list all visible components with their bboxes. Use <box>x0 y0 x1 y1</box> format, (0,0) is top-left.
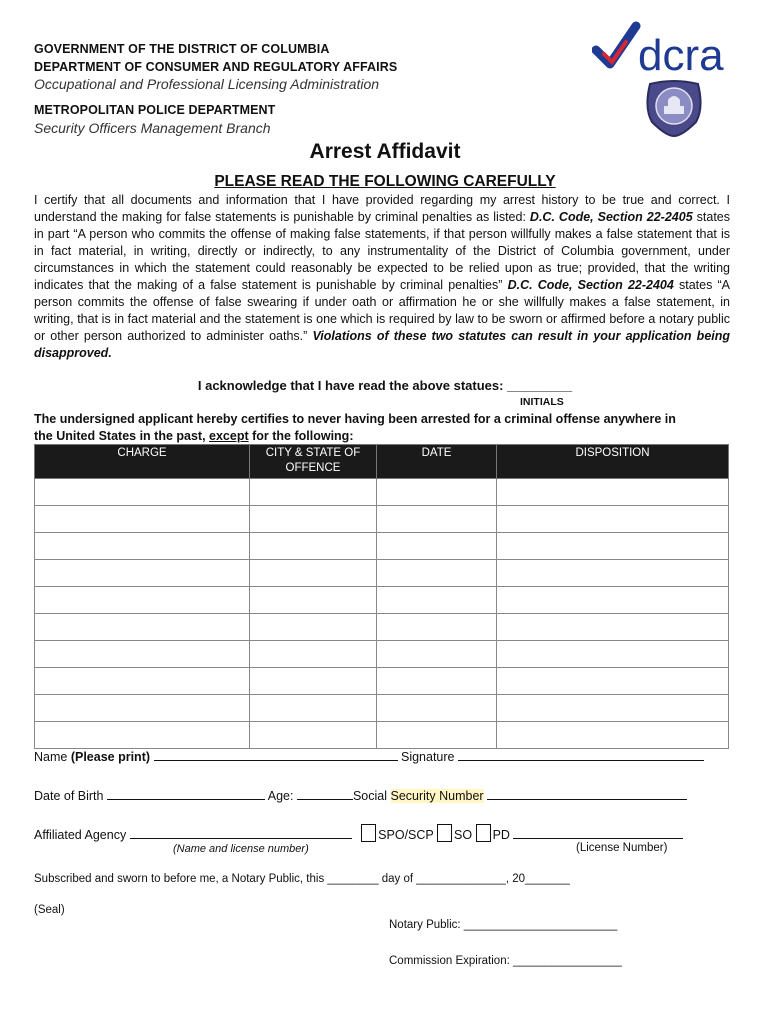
agency-label: Affiliated Agency <box>34 828 127 842</box>
undersigned-text-2: for the following: <box>248 429 354 443</box>
police-badge <box>642 78 706 138</box>
header-gov: GOVERNMENT OF THE DISTRICT OF COLUMBIA <box>34 42 330 56</box>
seal-label: (Seal) <box>34 904 65 916</box>
ssn-label-a: Social <box>352 789 388 803</box>
page-title: Arrest Affidavit <box>309 140 461 163</box>
subscribed-line[interactable]: Subscribed and sworn to before me, a Notary Public, this ________ day of ______________, 20_______ <box>34 873 570 885</box>
dob-row <box>34 787 687 803</box>
dob-field[interactable] <box>107 787 265 800</box>
dcra-wordmark: dcra <box>638 31 724 78</box>
undersigned-statement <box>34 411 684 445</box>
charge-cell[interactable] <box>35 533 250 560</box>
header-admin: Occupational and Professional Licensing Administration <box>34 76 380 92</box>
date-cell[interactable] <box>377 668 497 695</box>
disposition-cell[interactable] <box>497 668 729 695</box>
subtitle-text: PLEASE READ THE FOLLOWING CAREFULLY <box>214 173 556 190</box>
table-row <box>35 722 729 749</box>
ssn-field[interactable] <box>487 787 687 800</box>
undersigned-text-1: The undersigned applicant hereby certifies to never having been arrested for a criminal offense anywhere in the United States in the past, <box>34 412 676 443</box>
arrest-table <box>34 444 729 749</box>
disposition-cell[interactable] <box>497 479 729 506</box>
charge-cell[interactable] <box>35 641 250 668</box>
city-state-cell[interactable] <box>250 560 377 587</box>
city-state-cell[interactable] <box>250 722 377 749</box>
charge-cell[interactable] <box>35 560 250 587</box>
pd-checkbox[interactable] <box>476 824 491 842</box>
table-header-row <box>35 445 729 479</box>
col-date: DATE <box>377 445 497 479</box>
table-row <box>35 695 729 722</box>
table-row <box>35 614 729 641</box>
dob-label: Date of Birth <box>34 789 104 803</box>
table-row <box>35 533 729 560</box>
header-dept: DEPARTMENT OF CONSUMER AND REGULATORY AFFAIRS <box>34 60 398 74</box>
license-hint: (License Number) <box>576 842 668 854</box>
badge-icon <box>642 78 706 138</box>
city-state-cell[interactable] <box>250 614 377 641</box>
agency-row <box>34 824 683 842</box>
initials-label: INITIALS <box>520 396 564 408</box>
disposition-cell[interactable] <box>497 695 729 722</box>
table-row <box>35 668 729 695</box>
table-row <box>35 641 729 668</box>
notary-line[interactable]: Notary Public: ________________________ <box>389 919 618 931</box>
disposition-cell[interactable] <box>497 722 729 749</box>
table-row <box>35 560 729 587</box>
city-state-cell[interactable] <box>250 587 377 614</box>
date-cell[interactable] <box>377 695 497 722</box>
charge-cell[interactable] <box>35 722 250 749</box>
charge-cell[interactable] <box>35 695 250 722</box>
agency-field[interactable] <box>130 826 352 839</box>
city-state-cell[interactable] <box>250 533 377 560</box>
cert-code-2: D.C. Code, Section 22-2404 <box>507 278 674 292</box>
header-branch: Security Officers Management Branch <box>34 120 271 136</box>
name-label: Name <box>34 750 68 764</box>
spo-scp-checkbox[interactable] <box>361 824 376 842</box>
agency-hint: (Name and license number) <box>173 843 309 855</box>
dcra-logo <box>592 20 742 78</box>
cert-code-1: D.C. Code, Section 22-2405 <box>529 210 693 224</box>
city-state-cell[interactable] <box>250 695 377 722</box>
disposition-cell[interactable] <box>497 533 729 560</box>
col-city-state: CITY & STATE OF OFFENCE <box>250 445 377 479</box>
date-cell[interactable] <box>377 722 497 749</box>
date-cell[interactable] <box>377 533 497 560</box>
city-state-cell[interactable] <box>250 479 377 506</box>
so-label: SO <box>454 828 473 842</box>
disposition-cell[interactable] <box>497 641 729 668</box>
date-cell[interactable] <box>377 479 497 506</box>
disposition-cell[interactable] <box>497 560 729 587</box>
age-label: Age: <box>267 789 294 803</box>
arrest-table-body <box>35 479 729 749</box>
charge-cell[interactable] <box>35 668 250 695</box>
signature-label: Signature <box>400 750 455 764</box>
cert-text-3: states “A person commits the offense of false swearing if under oath or affirmation he or she willfully makes a false statement, in writing, that is in fact material and the statement is one which is required by law to be sworn or affirmed before a notary public or other person authorized to administer oaths.” <box>34 278 731 343</box>
page-subtitle <box>0 173 770 191</box>
disposition-cell[interactable] <box>497 614 729 641</box>
charge-cell[interactable] <box>35 506 250 533</box>
disposition-cell[interactable] <box>497 506 729 533</box>
spo-scp-label: SPO/SCP <box>378 828 434 842</box>
city-state-cell[interactable] <box>250 668 377 695</box>
checkmark-icon <box>592 20 742 78</box>
commission-line[interactable]: Commission Expiration: _________________ <box>389 955 622 967</box>
date-cell[interactable] <box>377 587 497 614</box>
city-state-cell[interactable] <box>250 506 377 533</box>
charge-cell[interactable] <box>35 479 250 506</box>
header-police: METROPOLITAN POLICE DEPARTMENT <box>34 103 276 117</box>
date-cell[interactable] <box>377 560 497 587</box>
age-field[interactable] <box>297 787 353 800</box>
date-cell[interactable] <box>377 506 497 533</box>
cert-text-1: I certify that all documents and information that I have provided regarding my arrest history to be true and correct. I understand the making for false statements is punishable by criminal penalties as listed: <box>34 193 730 224</box>
charge-cell[interactable] <box>35 614 250 641</box>
name-field[interactable] <box>154 748 398 761</box>
disposition-cell[interactable] <box>497 587 729 614</box>
table-row <box>35 479 729 506</box>
ssn-label-b: Security Number <box>390 789 484 803</box>
so-checkbox[interactable] <box>437 824 452 842</box>
table-row <box>35 506 729 533</box>
city-state-cell[interactable] <box>250 641 377 668</box>
cert-text-2: states in part “A person who commits the offense of making false statements, if that person willfully makes a false statement that is in fact material, in writing, directly or indirectly, to any instrumentality of the District of Columbia government, under circumstances in which the statement could reasonably be expected to be relied upon as true; provided, that the writing indicates that the making of a false statement is punishable by criminal penalties” <box>34 210 730 292</box>
col-disposition: DISPOSITION <box>497 445 729 479</box>
cert-warning: Violations of these two statutes can result in your application being disapproved. <box>34 329 731 360</box>
date-cell[interactable] <box>377 641 497 668</box>
acknowledge-line[interactable]: I acknowledge that I have read the above statues: _________ <box>197 378 573 393</box>
undersigned-except: except <box>209 429 249 443</box>
name-hint: (Please print) <box>70 750 151 764</box>
pd-label: PD <box>492 828 510 842</box>
license-field[interactable] <box>513 826 683 839</box>
certification-paragraph <box>34 192 730 362</box>
date-cell[interactable] <box>377 614 497 641</box>
name-row <box>34 748 704 764</box>
signature-field[interactable] <box>458 748 704 761</box>
col-charge: CHARGE <box>35 445 250 479</box>
table-row <box>35 587 729 614</box>
charge-cell[interactable] <box>35 587 250 614</box>
